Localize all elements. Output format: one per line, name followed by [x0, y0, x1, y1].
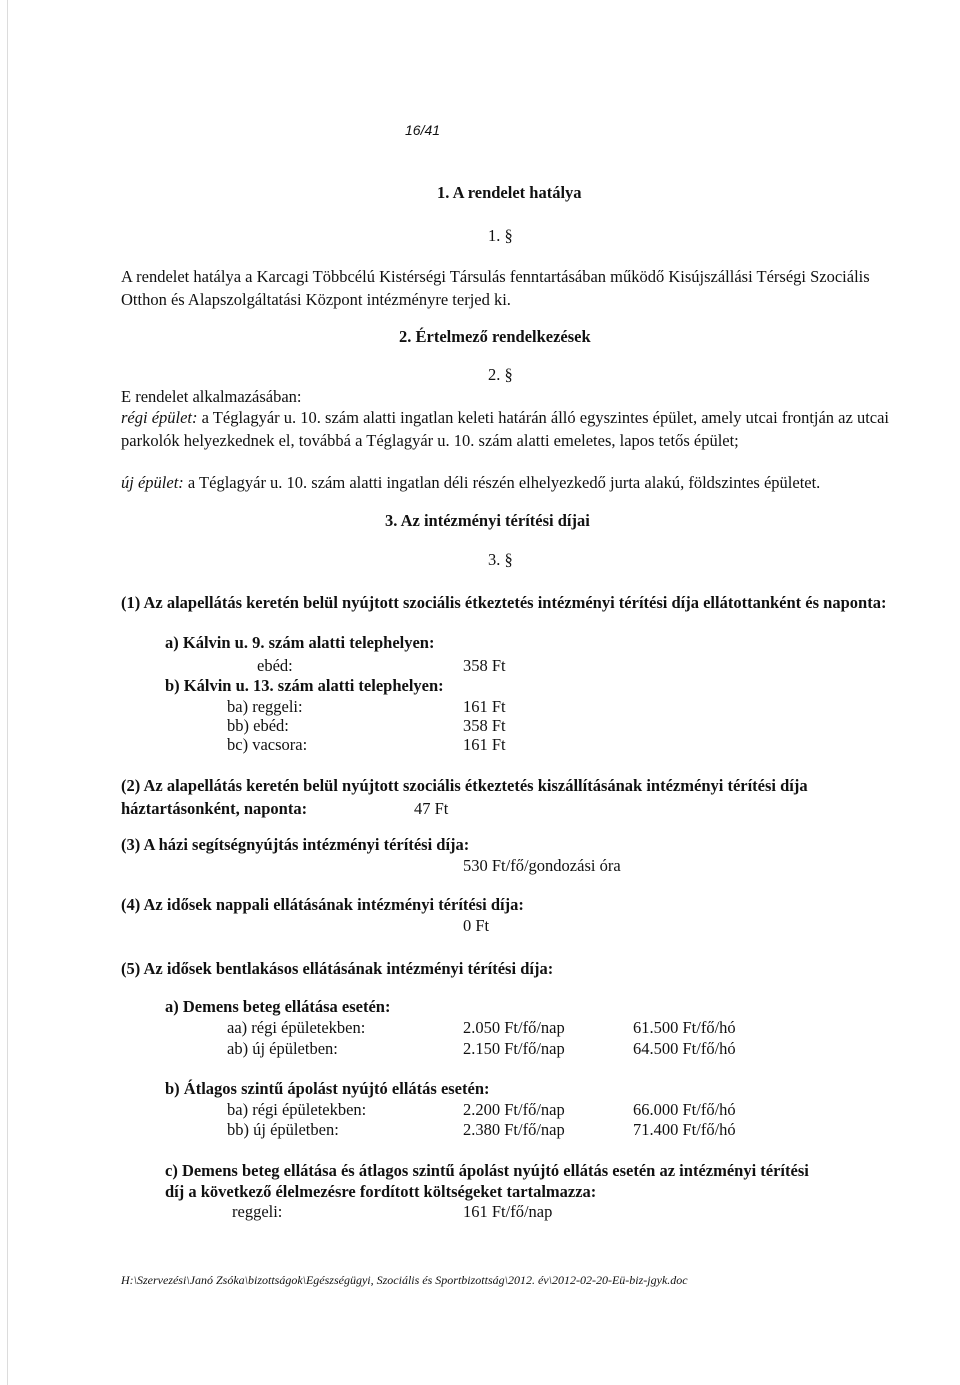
p1-bc-value: 161 Ft: [463, 735, 506, 754]
p5-bb-monthly: 71.400 Ft/fő/hó: [633, 1120, 736, 1139]
p5-c-item-value: 161 Ft/fő/nap: [463, 1202, 553, 1221]
p2-value: 47 Ft: [414, 799, 449, 818]
p4-value: 0 Ft: [463, 916, 490, 935]
scan-edge-line: [7, 0, 8, 1385]
section-2-paragraph-mark: 2. §: [488, 365, 513, 384]
p5-ba-label: ba) régi épületekben:: [227, 1100, 367, 1119]
p5-ba-daily: 2.200 Ft/fő/nap: [463, 1100, 565, 1119]
p5-bb-label: bb) új épületben:: [227, 1120, 339, 1139]
definition-new-text: a Téglagyár u. 10. szám alatti ingatlan déli részén elhelyezkedő jurta alakú, földszintes épületet.: [183, 473, 821, 492]
section-3-paragraph-mark: 3. §: [488, 550, 513, 569]
p5-heading: (5) Az idősek bentlakásos ellátásának intézményi térítési díja:: [121, 959, 554, 978]
p5-aa-monthly: 61.500 Ft/fő/hó: [633, 1018, 736, 1037]
page-number: 16/41: [405, 122, 441, 138]
p1-ba-value: 161 Ft: [463, 697, 506, 716]
p5-ba-monthly: 66.000 Ft/fő/hó: [633, 1100, 736, 1119]
definition-old-term: régi épület:: [121, 408, 198, 427]
section-2-intro: E rendelet alkalmazásában:: [121, 387, 302, 406]
section-3-title: 3. Az intézményi térítési díjai: [385, 511, 590, 530]
section-1-text: A rendelet hatálya a Karcagi Többcélú Kistérségi Társulás fenntartásában működő Kisújszállási Térségi Szociális Otthon és Alapszolgáltatási Központ intézményre terjed ki.: [121, 267, 870, 310]
p1-bc-label: bc) vacsora:: [227, 735, 308, 754]
definition-new-building: [121, 474, 820, 493]
p1-a-item-label: ebéd:: [257, 656, 293, 675]
definition-old-building: [121, 406, 891, 453]
section-2-title: 2. Értelmező rendelkezések: [399, 327, 591, 346]
p5-c-item-label: reggeli:: [232, 1202, 283, 1221]
p1-ba-label: ba) reggeli:: [227, 697, 303, 716]
p2-line1: (2) Az alapellátás keretén belül nyújtott szociális étkeztetés kiszállításának intézményi térítési díja: [121, 776, 808, 795]
p5-bb-daily: 2.380 Ft/fő/nap: [463, 1120, 565, 1139]
footer-file-path: H:\Szervezési\Janó Zsóka\bizottságok\Egészségügyi, Szociális és Sportbizottság\2012. év\2012-02-20-Eü-biz-jgyk.doc: [121, 1273, 688, 1287]
p1-a-item-value: 358 Ft: [463, 656, 506, 675]
p1-bb-label: bb) ebéd:: [227, 716, 289, 735]
p5-c-line1: c) Demens beteg ellátása és átlagos szintű ápolást nyújtó ellátás esetén az intézményi térítési: [165, 1161, 809, 1180]
p1-heading: (1) Az alapellátás keretén belül nyújtott szociális étkeztetés intézményi térítési díja ellátottanként és naponta:: [121, 593, 887, 612]
p1-b-label: b) Kálvin u. 13. szám alatti telephelyen:: [165, 676, 444, 695]
p2-line2: háztartásonként, naponta:: [121, 799, 308, 818]
section-1-title: 1. A rendelet hatálya: [437, 183, 582, 202]
p3-value: 530 Ft/fő/gondozási óra: [463, 856, 621, 875]
p5-c-line2: díj a következő élelmezésre fordított költségeket tartalmazza:: [165, 1182, 597, 1201]
p5-a-label: a) Demens beteg ellátása esetén:: [165, 997, 391, 1016]
p3-heading: (3) A házi segítségnyújtás intézményi térítési díja:: [121, 835, 470, 854]
section-1-paragraph-mark: 1. §: [488, 226, 513, 245]
p5-ab-daily: 2.150 Ft/fő/nap: [463, 1039, 565, 1058]
p5-aa-daily: 2.050 Ft/fő/nap: [463, 1018, 565, 1037]
p5-ab-monthly: 64.500 Ft/fő/hó: [633, 1039, 736, 1058]
p4-heading: (4) Az idősek nappali ellátásának intézményi térítési díja:: [121, 895, 524, 914]
p5-aa-label: aa) régi épületekben:: [227, 1018, 366, 1037]
p5-b-label: b) Átlagos szintű ápolást nyújtó ellátás esetén:: [165, 1079, 490, 1098]
p1-a-label: a) Kálvin u. 9. szám alatti telephelyen:: [165, 633, 435, 652]
definition-new-term: új épület:: [121, 473, 184, 492]
p1-bb-value: 358 Ft: [463, 716, 506, 735]
p5-ab-label: ab) új épületben:: [227, 1039, 338, 1058]
definition-old-text: a Téglagyár u. 10. szám alatti ingatlan keleti határán álló egyszintes épület, amely utcai frontján az utcai parkolók helyezkednek el, továbbá a Téglagyár u. 10. szám alatti emeletes, lapos tetős épület;: [121, 408, 890, 451]
